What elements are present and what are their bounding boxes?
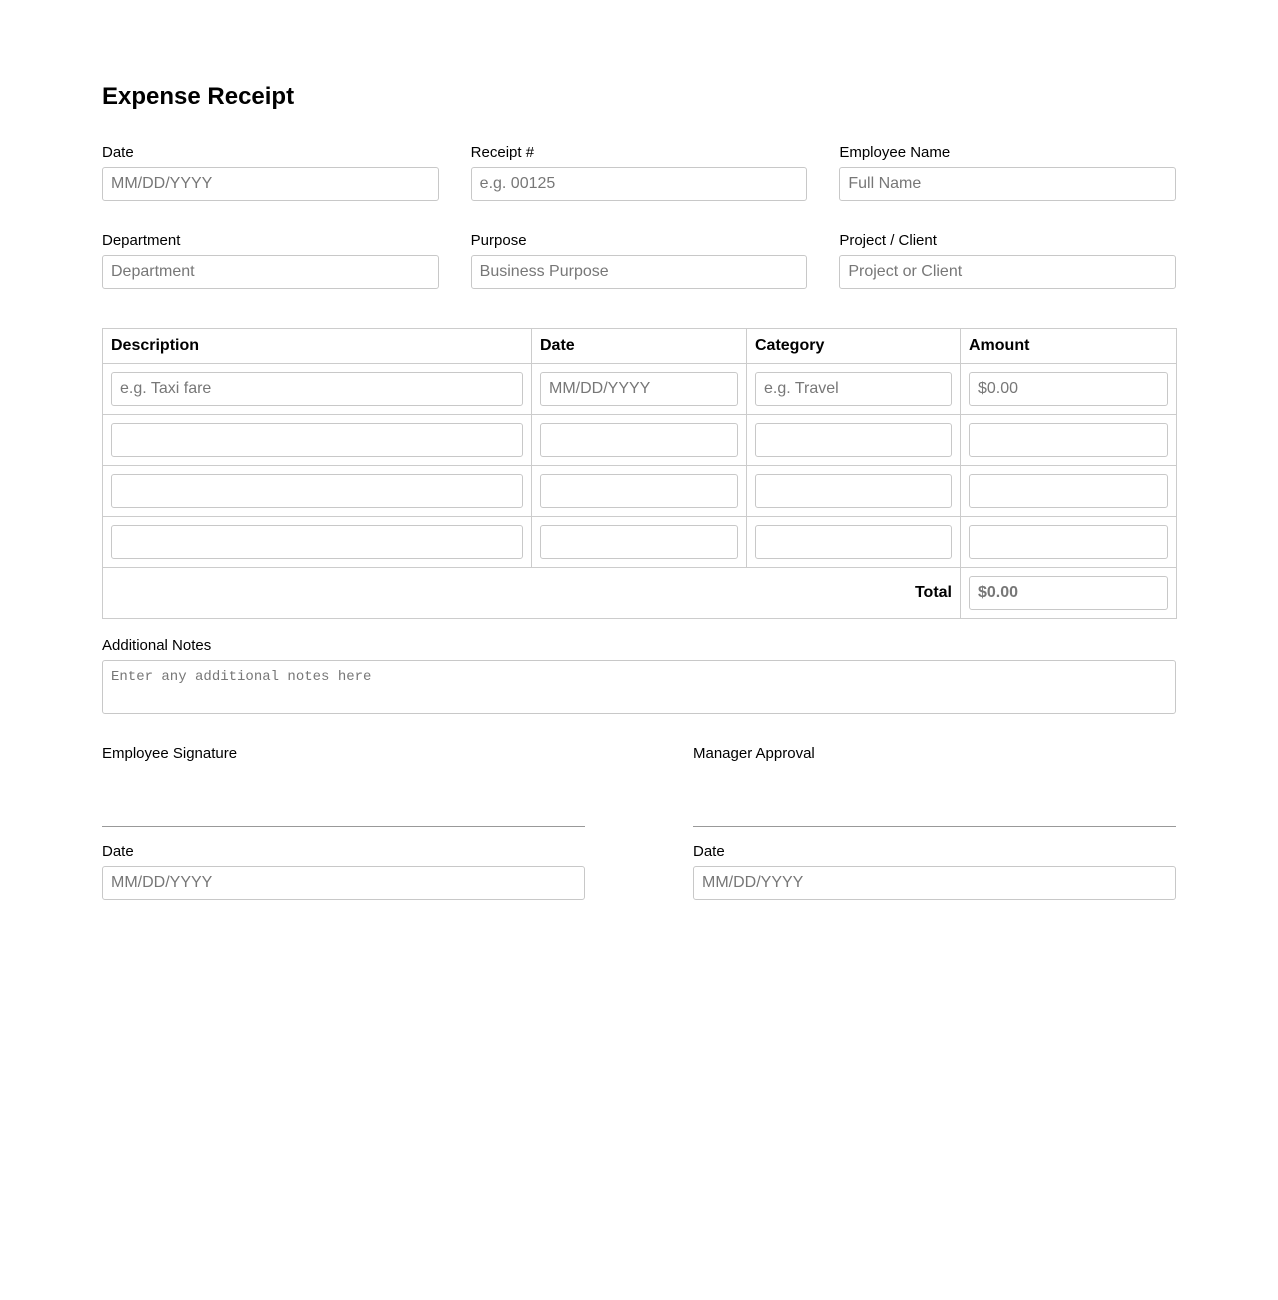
item-category-input[interactable] — [755, 474, 952, 508]
employee-name-label: Employee Name — [839, 144, 951, 161]
employee-signature-line[interactable] — [102, 763, 585, 827]
item-category-input[interactable] — [755, 525, 952, 559]
additional-notes-label: Additional Notes — [102, 637, 212, 654]
department-field-group — [102, 232, 439, 289]
manager-date-label: Date — [693, 843, 725, 860]
table-row — [103, 364, 1177, 415]
additional-notes-textarea[interactable] — [102, 660, 1176, 714]
table-row — [103, 517, 1177, 568]
table-row — [103, 466, 1177, 517]
expense-items-table — [102, 328, 1177, 619]
employee-signature-date-input[interactable] — [102, 866, 585, 900]
column-header-amount: Amount — [961, 329, 1177, 364]
manager-approval-group — [693, 745, 1176, 900]
manager-approval-date-input[interactable] — [693, 866, 1176, 900]
receipt-number-label: Receipt # — [470, 144, 535, 161]
item-description-input[interactable] — [111, 423, 523, 457]
purpose-field-group — [471, 232, 808, 289]
additional-notes-group — [102, 637, 1176, 714]
column-header-date: Date — [532, 329, 747, 364]
column-header-category: Category — [747, 329, 961, 364]
employee-signature-label: Employee Signature — [102, 745, 238, 762]
date-input[interactable] — [102, 167, 439, 201]
receipt-number-field-group — [471, 144, 808, 201]
header-fields-row-2 — [102, 232, 1176, 289]
header-fields-row-1 — [102, 144, 1176, 201]
employee-name-field-group — [839, 144, 1176, 201]
item-description-input[interactable] — [111, 525, 523, 559]
item-amount-input[interactable] — [969, 423, 1168, 457]
table-header-row — [103, 329, 1177, 364]
item-description-input[interactable] — [111, 474, 523, 508]
table-row — [103, 415, 1177, 466]
project-client-input[interactable] — [839, 255, 1176, 289]
date-field-group — [102, 144, 439, 201]
total-label: Total — [103, 568, 961, 619]
purpose-label: Purpose — [470, 232, 527, 249]
item-date-input[interactable] — [540, 474, 738, 508]
page-title: Expense Receipt — [102, 83, 295, 110]
employee-date-label: Date — [102, 843, 134, 860]
item-date-input[interactable] — [540, 423, 738, 457]
manager-signature-line[interactable] — [693, 763, 1176, 827]
purpose-input[interactable] — [471, 255, 808, 289]
project-client-label: Project / Client — [839, 232, 937, 249]
total-row — [103, 568, 1177, 619]
date-label: Date — [102, 144, 134, 161]
project-client-field-group — [839, 232, 1176, 289]
item-date-input[interactable] — [540, 525, 738, 559]
receipt-number-input[interactable] — [471, 167, 808, 201]
manager-approval-label: Manager Approval — [693, 745, 815, 762]
department-label: Department — [102, 232, 181, 249]
employee-signature-group — [102, 745, 585, 900]
item-date-input[interactable] — [540, 372, 738, 406]
total-amount-input[interactable] — [969, 576, 1168, 610]
column-header-description: Description — [103, 329, 532, 364]
item-category-input[interactable] — [755, 372, 952, 406]
item-description-input[interactable] — [111, 372, 523, 406]
department-input[interactable] — [102, 255, 439, 289]
item-category-input[interactable] — [755, 423, 952, 457]
item-amount-input[interactable] — [969, 372, 1168, 406]
employee-name-input[interactable] — [839, 167, 1176, 201]
item-amount-input[interactable] — [969, 474, 1168, 508]
item-amount-input[interactable] — [969, 525, 1168, 559]
